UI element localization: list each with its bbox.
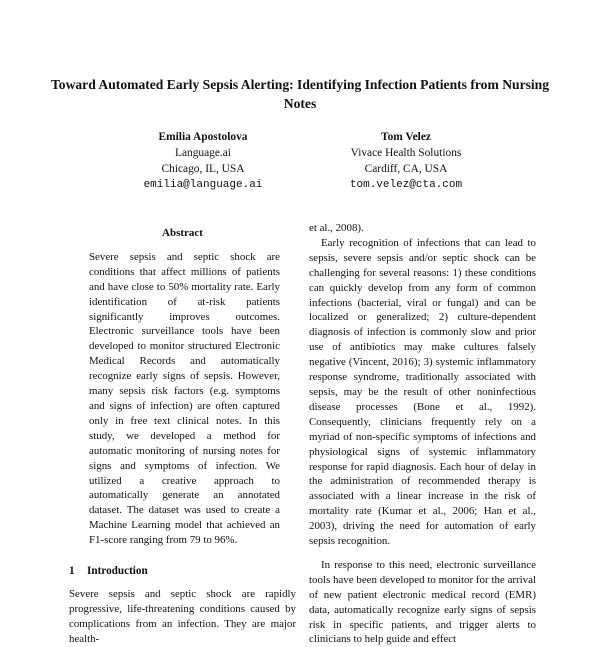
section-heading bbox=[69, 564, 296, 579]
author-affiliation: Language.ai bbox=[175, 147, 231, 159]
section-title: Introduction bbox=[87, 565, 148, 578]
left-column bbox=[69, 226, 296, 647]
author-affiliation: Vivace Health Solutions bbox=[350, 147, 462, 159]
author-name: Emilia Apostolova bbox=[158, 131, 248, 143]
author-location: Chicago, IL, USA bbox=[161, 163, 245, 175]
abstract-text: Severe sepsis and septic shock are conditions that affect millions of patients and have close to 50% mortality rate. Early identification of at-risk patients significantly improves outcomes. Electronic surveillance tools have been developed to monitor structured Electronic Medical Records and automatically recognize early signs of sepsis. However, many sepsis risk factors (e.g. symptoms and signs of infection) are often captured only in free text clinical notes. In this study, we developed a method for automatic monitoring of nursing notes for signs and symptoms of infection. We utilized a creative approach to automatically generate an annotated dataset. The dataset was used to create a Machine Learning model that achieved an F1-score ranging from 79 to 96%. bbox=[89, 250, 280, 547]
right-column bbox=[309, 221, 536, 647]
author-email[interactable]: emilia@language.ai bbox=[143, 179, 263, 191]
author-email[interactable]: tom.velez@cta.com bbox=[349, 179, 463, 191]
author-name: Tom Velez bbox=[381, 131, 431, 143]
body-paragraph: Early recognition of infections that can lead to sepsis, severe sepsis and/or septic shock can be challenging for several reasons: 1) these conditions can quickly develop from any form of common infections (bacterial, viral or fungal) and can be localized or generalized; 2) culture-dependent diagnosis of infection is commonly slow and prior use of antibiotics may make cultures falsely negative (Vincent, 2016); 3) systemic inflammatory response syndrome, traditionally associated with sepsis, may be the result of other noninfectious disease processes (Bone et al., 1992). Consequently, clinicians frequently rely on a myriad of non-specific symptoms of infections and physiological signs of systemic inflammatory response for rapid diagnosis. Each hour of delay in the administration of recommended therapy is associated with a linear increase in the risk of mortality rate (Kumar et al., 2006; Han et al., 2003), driving the need for automation of early sepsis recognition. bbox=[309, 236, 536, 548]
author-block bbox=[286, 129, 526, 193]
body-paragraph: In response to this need, electronic surveillance tools have been developed to monitor for the arrival of new patient electronic medical record (EMR) data, automatically recognize early signs of sepsis risk in specific patients, and trigger alerts to clinicians to help guide and effect bbox=[309, 558, 536, 646]
continued-fragment: et al., 2008). bbox=[309, 222, 364, 234]
abstract-heading: Abstract bbox=[162, 227, 203, 239]
paper-title: Toward Automated Early Sepsis Alerting: Identifying Infection Patients from Nursing Notes bbox=[50, 77, 550, 111]
author-location: Cardiff, CA, USA bbox=[364, 163, 448, 175]
section-number: 1 bbox=[69, 565, 75, 578]
intro-paragraph: Severe sepsis and septic shock are rapidly progressive, life-threatening conditions caused by complications from an infection. They are major health- bbox=[69, 587, 296, 645]
